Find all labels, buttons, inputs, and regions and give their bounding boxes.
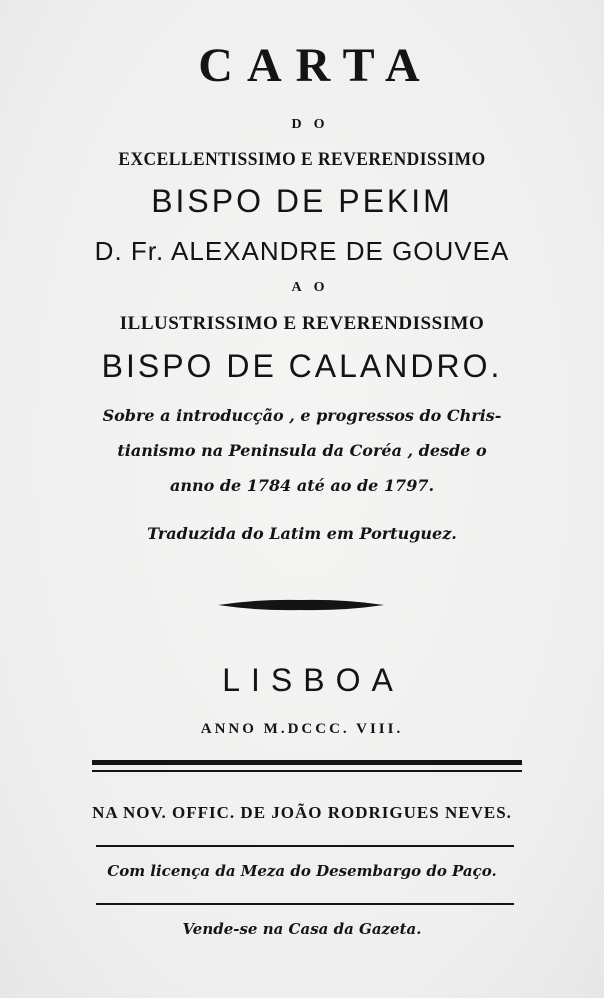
divider-rule-2 <box>96 903 514 905</box>
imprint-city: LISBOA <box>222 662 404 698</box>
ornament-rule <box>218 598 384 612</box>
dignity-line-2: ILLUSTRISSIMO E REVERENDISSIMO <box>119 313 485 334</box>
connector-ao: AO <box>291 280 337 295</box>
office-line-1: BISPO DE PEKIM <box>151 183 453 219</box>
thick-rule <box>92 760 522 765</box>
thin-rule <box>92 770 522 772</box>
license-line: Com licença da Meza do Desembargo do Paço. <box>107 862 497 880</box>
divider-rule-1 <box>96 845 514 847</box>
subtitle-line-3: anno de 1784 até ao de 1797. <box>169 476 435 495</box>
sale-line: Vende-se na Casa da Gazeta. <box>182 920 422 938</box>
subtitle-line-2: tianismo na Peninsula da Coréa , desde o <box>117 441 487 460</box>
dignity-line-1: EXCELLENTISSIMO E REVERENDISSIMO <box>118 149 486 170</box>
imprint-year: ANNO M.DCCC. VIII. <box>200 721 404 737</box>
printer-line: NA NOV. OFFIC. DE JOÃO RODRIGUES NEVES. <box>92 803 512 822</box>
translation-note: Traduzida do Latim em Portuguez. <box>147 524 457 543</box>
subtitle-line-1: Sobre a introducção , e progressos do Chris- <box>102 406 502 425</box>
author-name: D. Fr. ALEXANDRE DE GOUVEA <box>94 236 510 266</box>
title: CARTA <box>198 39 434 92</box>
connector-do: DO <box>291 117 337 132</box>
office-line-2: BISPO DE CALANDRO. <box>101 348 503 384</box>
